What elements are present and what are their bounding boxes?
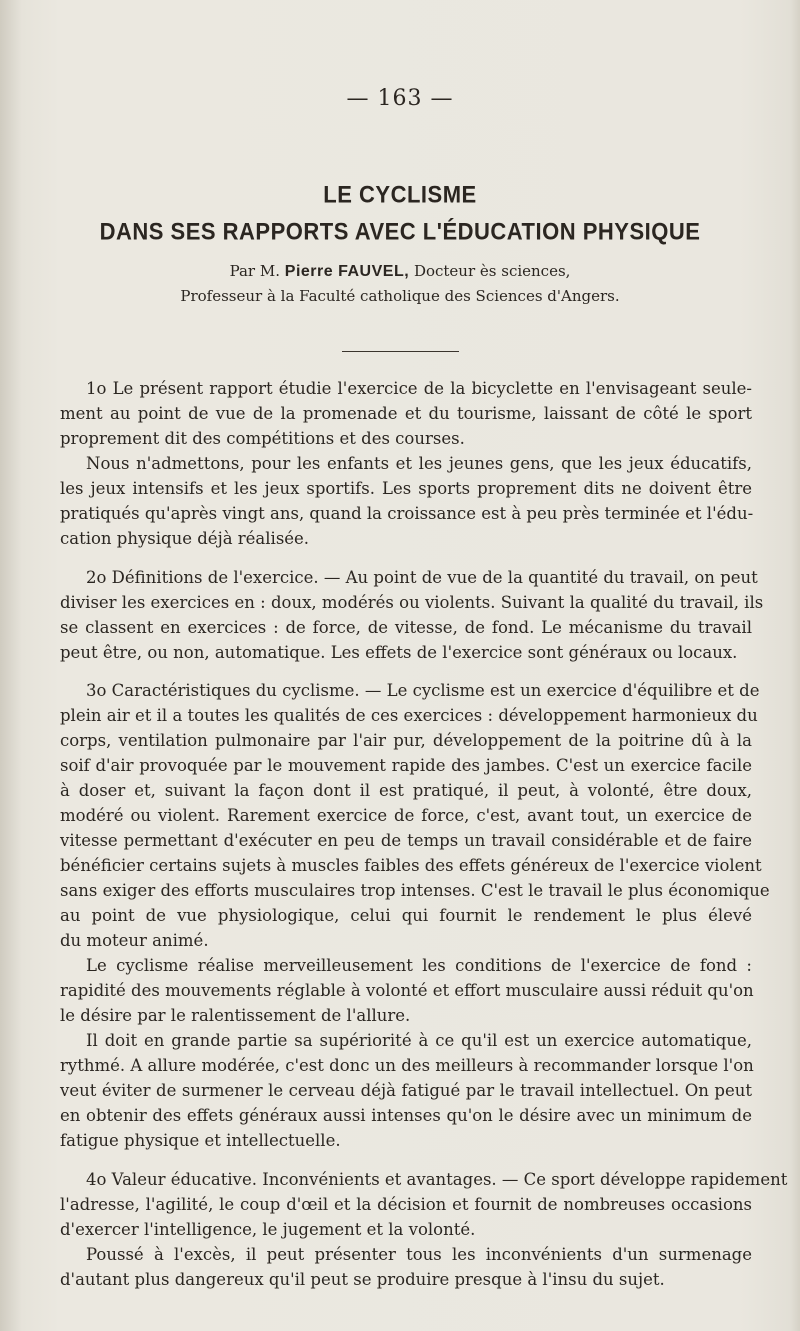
body-line: Poussé à l'excès, il peut présenter tous les inconvénients d'un surmenage bbox=[86, 1245, 752, 1264]
body-line: au point de vue physiologique, celui qui fournit le rendement le plus élevé bbox=[60, 906, 752, 925]
byline bbox=[0, 262, 800, 281]
page-number: — 163 — bbox=[346, 86, 454, 111]
body-line: peut être, ou non, automatique. Les effets de l'exercice sont généraux ou locaux. bbox=[60, 643, 738, 662]
body-line: 3o Caractéristiques du cyclisme. — Le cyclisme est un exercice d'équilibre et de bbox=[86, 681, 760, 700]
body-line: fatigue physique et intellectuelle. bbox=[60, 1131, 341, 1150]
author-affiliation: Professeur à la Faculté catholique des Sciences d'Angers. bbox=[180, 287, 620, 305]
body-line: à doser et, suivant la façon dont il est pratiqué, il peut, à volonté, être doux, bbox=[60, 781, 752, 800]
body-line: ment au point de vue de la promenade et du tourisme, laissant de côté le sport bbox=[60, 404, 752, 423]
body-line: rythmé. A allure modérée, c'est donc un des meilleurs à recommander lorsque l'on bbox=[60, 1056, 754, 1075]
body-line: Il doit en grande partie sa supériorité à ce qu'il est un exercice automatique, bbox=[86, 1031, 752, 1050]
body-line: d'autant plus dangereux qu'il peut se produire presque à l'insu du sujet. bbox=[60, 1270, 665, 1289]
body-line: Le cyclisme réalise merveilleusement les conditions de l'exercice de fond : bbox=[86, 956, 752, 975]
body-line: l'adresse, l'agilité, le coup d'œil et la décision et fournit de nombreuses occasions bbox=[60, 1195, 752, 1214]
article-title-line-2: DANS SES RAPPORTS AVEC L'ÉDUCATION PHYSIQUE bbox=[99, 217, 701, 246]
body-line: diviser les exercices en : doux, modérés ou violents. Suivant la qualité du travail, ils bbox=[60, 593, 764, 612]
body-line: rapidité des mouvements réglable à volonté et effort musculaire aussi réduit qu'on bbox=[60, 981, 754, 1000]
body-line: sans exiger des efforts musculaires trop intenses. C'est le travail le plus économique bbox=[60, 881, 770, 900]
body-line: corps, ventilation pulmonaire par l'air pur, développement de la poitrine dû à la bbox=[60, 731, 752, 750]
body-line: soif d'air provoquée par le mouvement rapide des jambes. C'est un exercice facile bbox=[60, 756, 752, 775]
body-line: du moteur animé. bbox=[60, 931, 209, 950]
body-line: vitesse permettant d'exécuter en peu de temps un travail considérable et de faire bbox=[60, 831, 752, 850]
body-line: se classent en exercices : de force, de vitesse, de fond. Le mécanisme du travail bbox=[60, 618, 752, 637]
body-line: pratiqués qu'après vingt ans, quand la croissance est à peu près terminée et l'édu- bbox=[60, 504, 754, 523]
body-line: 4o Valeur éducative. Inconvénients et avantages. — Ce sport développe rapidement bbox=[86, 1170, 788, 1189]
body-line: 2o Définitions de l'exercice. — Au point de vue de la quantité du travail, on peut bbox=[86, 568, 758, 587]
body-line: en obtenir des effets généraux aussi intenses qu'on le désire avec un minimum de bbox=[60, 1106, 752, 1125]
body-line: veut éviter de surmener le cerveau déjà fatigué par le travail intellectuel. On peut bbox=[60, 1081, 752, 1100]
body-line: proprement dit des compétitions et des courses. bbox=[60, 429, 465, 448]
article-title-line-1: LE CYCLISME bbox=[323, 180, 477, 209]
byline-prefix: Par M. bbox=[229, 262, 280, 280]
body-line: bénéficier certains sujets à muscles faibles des effets généreux de l'exercice violent bbox=[60, 856, 762, 875]
body-line: modéré ou violent. Rarement exercice de force, c'est, avant tout, un exercice de bbox=[60, 806, 752, 825]
separator-rule bbox=[342, 351, 459, 352]
body-line: Nous n'admettons, pour les enfants et les jeunes gens, que les jeux éducatifs, bbox=[86, 454, 752, 473]
author-name: Pierre FAUVEL, bbox=[284, 263, 410, 280]
body-line: 1o Le présent rapport étudie l'exercice de la bicyclette en l'envisageant seule- bbox=[86, 379, 752, 398]
body-line: plein air et il a toutes les qualités de ces exercices : développement harmonieux du bbox=[60, 706, 758, 725]
body-line: cation physique déjà réalisée. bbox=[60, 529, 310, 548]
author-degree: Docteur ès sciences, bbox=[413, 262, 571, 280]
body-line: le désire par le ralentissement de l'allure. bbox=[60, 1006, 411, 1025]
body-line: les jeux intensifs et les jeux sportifs. Les sports proprement dits ne doivent être bbox=[60, 479, 752, 498]
body-line: d'exercer l'intelligence, le jugement et la volonté. bbox=[60, 1220, 476, 1239]
